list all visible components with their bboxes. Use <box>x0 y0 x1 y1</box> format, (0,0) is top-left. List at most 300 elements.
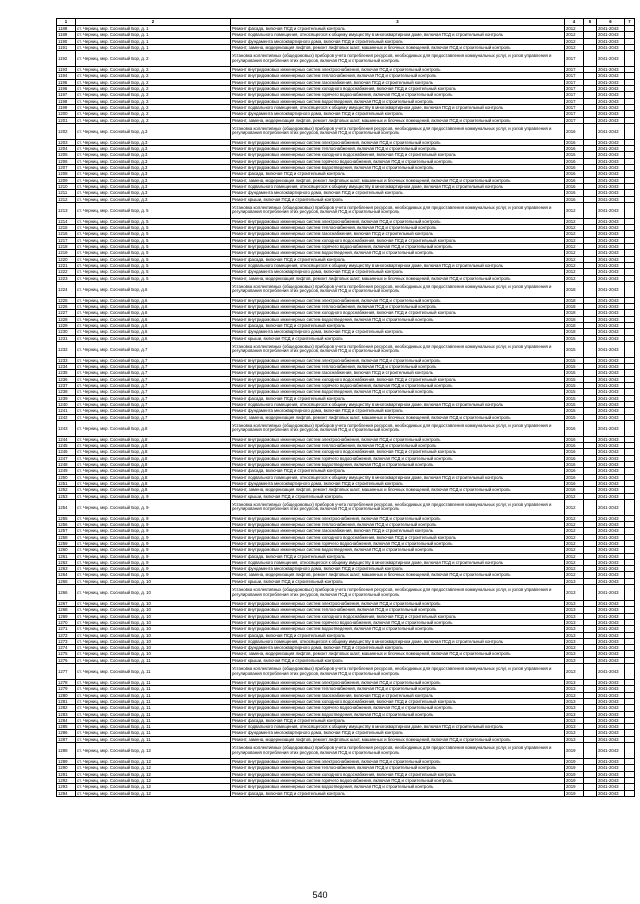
header-col-6: 6 <box>597 19 625 26</box>
row-number-cell: 1276 <box>57 657 76 663</box>
work-type-cell: Ремонт внутридомовых инженерных систем водоотведения, включая ПСД и строительный контроль <box>231 626 565 632</box>
work-type-cell: Ремонт внутридомовых инженерных систем водоотведения, включая ПСД и строительный контроль <box>231 389 565 395</box>
col-7-cell <box>625 664 635 680</box>
address-cell: ст. Черниц, мкр. Сосновый Бор, д. 10 <box>76 578 231 584</box>
row-number-cell: 1292 <box>57 777 76 783</box>
planned-year-cell: 2015 <box>565 341 584 357</box>
planned-year-cell: 2017 <box>565 92 584 98</box>
planned-year-cell: 2019 <box>565 743 584 759</box>
row-number-cell: 1223 <box>57 275 76 281</box>
row-number-cell: 1279 <box>57 686 76 692</box>
period-cell: 2041-2043 <box>597 664 625 680</box>
address-cell: ст. Черниц, мкр. Сосновый Бор, д. 2 <box>76 51 231 67</box>
address-cell: ст. Черниц, мкр. Сосновый Бор, д. 12 <box>76 777 231 783</box>
period-cell: 2041-2043 <box>597 218 625 224</box>
header-row <box>57 19 635 26</box>
planned-year-cell: 2019 <box>565 765 584 771</box>
work-type-cell: Ремонт внутридомовых инженерных систем холодного водоснабжения, включая ПСД и строительный контроль <box>231 698 565 704</box>
work-type-cell: Ремонт внутридомовых инженерных систем водоотведения, включая ПСД и строительный контроль <box>231 98 565 104</box>
address-cell: ст. Черниц, мкр. Сосновый Бор, д. 5 <box>76 275 231 281</box>
work-type-cell: Ремонт внутридомовых инженерных систем электроснабжения, включая ПСД и строительный контроль <box>231 67 565 73</box>
row-number-cell: 1222 <box>57 269 76 275</box>
work-type-cell: Ремонт внутридомовых инженерных систем горячего водоснабжения, включая ПСД и строительный контроль <box>231 383 565 389</box>
period-cell: 2041-2043 <box>597 329 625 335</box>
address-cell: ст. Черниц, мкр. Сосновый Бор, д. 12 <box>76 765 231 771</box>
row-number-cell: 1264 <box>57 572 76 578</box>
planned-year-cell: 2018 <box>565 281 584 297</box>
planned-year-cell: 2016 <box>565 487 584 493</box>
planned-year-cell: 2016 <box>565 449 584 455</box>
row-number-cell: 1234 <box>57 364 76 370</box>
planned-year-cell: 2012 <box>565 559 584 565</box>
period-cell: 2041-2043 <box>597 462 625 468</box>
table-row <box>57 202 635 218</box>
address-cell: ст. Черниц, мкр. Сосновый Бор, д. 11 <box>76 724 231 730</box>
table-row <box>57 420 635 436</box>
planned-year-cell: 2016 <box>565 443 584 449</box>
table-row <box>57 790 635 796</box>
period-cell: 2041-2043 <box>597 601 625 607</box>
planned-year-cell: 2013 <box>565 626 584 632</box>
planned-year-cell: 2016 <box>565 171 584 177</box>
period-cell: 2041-2043 <box>597 613 625 619</box>
work-type-cell: Установка коллективных (общедомовых) приборов учета потребления ресурсов, необходимых для предоставления коммунальных услуг, и узлов управления и регулирования потребления этих ресурсов, включая ПСД и строительный контроль <box>231 585 565 601</box>
work-type-cell: Ремонт фасада, включая ПСД и строительный контроль <box>231 790 565 796</box>
period-cell: 2041-2043 <box>597 183 625 189</box>
row-number-cell: 1240 <box>57 401 76 407</box>
period-cell: 2041-2043 <box>597 117 625 123</box>
address-cell: ст. Черниц, мкр. Сосновый Бор, д.6 <box>76 316 231 322</box>
planned-year-cell: 2016 <box>565 123 584 139</box>
row-number-cell: 1259 <box>57 541 76 547</box>
row-number-cell: 1212 <box>57 196 76 202</box>
planned-year-cell: 2013 <box>565 680 584 686</box>
row-number-cell: 1191 <box>57 44 76 50</box>
work-type-cell: Установка коллективных (общедомовых) приборов учета потребления ресурсов, необходимых для предоставления коммунальных услуг, и узлов управления и регулирования потребления этих ресурсов, включая ПСД и строительный контроль <box>231 499 565 515</box>
header-col-4: 4 <box>565 19 584 26</box>
period-cell: 2041-2043 <box>597 493 625 499</box>
period-cell: 2041-2043 <box>597 578 625 584</box>
table-row <box>57 51 635 67</box>
period-cell: 2041-2043 <box>597 414 625 420</box>
planned-year-cell: 2015 <box>565 376 584 382</box>
row-number-cell: 1257 <box>57 528 76 534</box>
address-cell: ст. Черниц, мкр. Сосновый Бор, д.7 <box>76 395 231 401</box>
period-cell: 2041-2043 <box>597 244 625 250</box>
work-type-cell: Ремонт внутридомовых инженерных систем горячего водоснабжения, включая ПСД и строительный контроль <box>231 777 565 783</box>
work-type-cell: Ремонт внутридомовых инженерных систем теплоснабжения, включая ПСД и строительный контроль <box>231 443 565 449</box>
col-7-cell <box>625 341 635 357</box>
planned-year-cell: 2016 <box>565 183 584 189</box>
address-cell: ст. Черниц, мкр. Сосновый Бор, д. 2 <box>76 98 231 104</box>
work-type-cell: Ремонт внутридомовых инженерных систем холодного водоснабжения, включая ПСД и строительный контроль <box>231 376 565 382</box>
planned-year-cell: 2015 <box>565 357 584 363</box>
period-cell: 2041-2043 <box>597 765 625 771</box>
address-cell: ст. Черниц, мкр. Сосновый Бор, д. 11 <box>76 717 231 723</box>
planned-year-cell: 2013 <box>565 717 584 723</box>
period-cell: 2041-2043 <box>597 389 625 395</box>
address-cell: ст. Черниц, мкр. Сосновый Бор, д. 12 <box>76 743 231 759</box>
col-5-cell <box>584 341 597 357</box>
period-cell: 2041-2043 <box>597 499 625 515</box>
row-number-cell: 1195 <box>57 79 76 85</box>
period-cell: 2041-2043 <box>597 262 625 268</box>
work-type-cell: Ремонт крыши, включая ПСД и строительный контроль <box>231 493 565 499</box>
address-cell: ст. Черниц, мкр. Сосновый Бор, д.7 <box>76 414 231 420</box>
work-type-cell: Ремонт внутридомовых инженерных систем электроснабжения, включая ПСД и строительный контроль <box>231 436 565 442</box>
row-number-cell: 1252 <box>57 487 76 493</box>
period-cell: 2041-2043 <box>597 626 625 632</box>
period-cell: 2041-2043 <box>597 711 625 717</box>
work-type-cell: Ремонт фундамента многоквартирного дома, включая ПСД и строительный контроль <box>231 408 565 414</box>
planned-year-cell: 2015 <box>565 389 584 395</box>
work-type-cell: Ремонт фасада, включая ПСД и строительный контроль <box>231 171 565 177</box>
planned-year-cell: 2012 <box>565 541 584 547</box>
period-cell: 2041-2043 <box>597 322 625 328</box>
period-cell: 2041-2043 <box>597 651 625 657</box>
planned-year-cell: 2016 <box>565 468 584 474</box>
planned-year-cell: 2019 <box>565 784 584 790</box>
address-cell: ст. Черниц, мкр. Сосновый Бор, д.7 <box>76 401 231 407</box>
planned-year-cell: 2012 <box>565 262 584 268</box>
col-5-cell <box>584 420 597 436</box>
work-type-cell: Ремонт внутридомовых инженерных систем теплоснабжения, включая ПСД и строительный контроль <box>231 304 565 310</box>
period-cell: 2041-2043 <box>597 38 625 44</box>
address-cell: ст. Черниц, мкр. Сосновый Бор, д.3 <box>76 152 231 158</box>
work-type-cell: Ремонт подвального помещения, относящегося к общему имуществу в многоквартирном доме, включая ПСД и строительный контроль <box>231 183 565 189</box>
work-type-cell: Ремонт внутридомовых инженерных систем электроснабжения, включая ПСД и строительный контроль <box>231 139 565 145</box>
col-5-cell <box>584 790 597 796</box>
period-cell: 2041-2043 <box>597 730 625 736</box>
work-type-cell: Установка коллективных (общедомовых) приборов учета потребления ресурсов, необходимых для предоставления коммунальных услуг, и узлов управления и регулирования потребления этих ресурсов, включая ПСД и строительный контроль <box>231 420 565 436</box>
period-cell: 2041-2043 <box>597 357 625 363</box>
address-cell: ст. Черниц, мкр. Сосновый Бор, д.3 <box>76 123 231 139</box>
address-cell: ст. Черниц, мкр. Сосновый Бор, д. 10 <box>76 607 231 613</box>
planned-year-cell: 2015 <box>565 370 584 376</box>
period-cell: 2041-2043 <box>597 177 625 183</box>
work-type-cell: Ремонт внутридомовых инженерных систем электроснабжения, включая ПСД и строительный контроль <box>231 515 565 521</box>
row-number-cell: 1247 <box>57 455 76 461</box>
row-number-cell: 1291 <box>57 771 76 777</box>
period-cell: 2041-2043 <box>597 717 625 723</box>
table-row <box>57 499 635 515</box>
row-number-cell: 1227 <box>57 310 76 316</box>
period-cell: 2041-2043 <box>597 541 625 547</box>
row-number-cell: 1202 <box>57 123 76 139</box>
work-type-cell: Ремонт фундамента многоквартирного дома, включая ПСД и строительный контроль <box>231 566 565 572</box>
period-cell: 2041-2043 <box>597 777 625 783</box>
row-number-cell: 1194 <box>57 73 76 79</box>
address-cell: ст. Черниц, мкр. Сосновый Бор, д.8 <box>76 420 231 436</box>
work-type-cell: Ремонт внутридомовых инженерных систем водоотведения, включая ПСД и строительный контроль <box>231 250 565 256</box>
planned-year-cell: 2013 <box>565 730 584 736</box>
period-cell: 2041-2043 <box>597 547 625 553</box>
row-number-cell: 1188 <box>57 26 76 32</box>
period-cell: 2041-2043 <box>597 784 625 790</box>
period-cell: 2041-2043 <box>597 364 625 370</box>
address-cell: ст. Черниц, мкр. Сосновый Бор, д. 9 <box>76 534 231 540</box>
planned-year-cell: 2012 <box>565 572 584 578</box>
work-type-cell: Ремонт внутридомовых инженерных систем теплоснабжения, включая ПСД и строительный контроль <box>231 765 565 771</box>
address-cell: ст. Черниц, мкр. Сосновый Бор, д.8 <box>76 487 231 493</box>
period-cell: 2041-2043 <box>597 202 625 218</box>
work-type-cell: Ремонт внутридомовых инженерных систем холодного водоснабжения, включая ПСД и строительный контроль <box>231 449 565 455</box>
row-number-cell: 1286 <box>57 730 76 736</box>
period-cell: 2041-2043 <box>597 724 625 730</box>
row-number-cell: 1218 <box>57 244 76 250</box>
row-number-cell: 1197 <box>57 92 76 98</box>
address-cell: ст. Черниц, мкр. Сосновый Бор, д. 12 <box>76 771 231 777</box>
program-table <box>56 18 635 797</box>
planned-year-cell: 2018 <box>565 304 584 310</box>
period-cell: 2041-2043 <box>597 139 625 145</box>
period-cell: 2041-2043 <box>597 146 625 152</box>
work-type-cell: Ремонт внутридомовых инженерных систем электроснабжения, включая ПСД и строительный контроль <box>231 297 565 303</box>
row-number-cell: 1287 <box>57 736 76 742</box>
planned-year-cell: 2017 <box>565 67 584 73</box>
planned-year-cell: 2017 <box>565 98 584 104</box>
address-cell: ст. Черниц, мкр. Сосновый Бор, д. 11 <box>76 680 231 686</box>
row-number-cell: 1289 <box>57 759 76 765</box>
period-cell: 2041-2043 <box>597 408 625 414</box>
row-number-cell: 1280 <box>57 692 76 698</box>
period-cell: 2041-2043 <box>597 281 625 297</box>
planned-year-cell: 2013 <box>565 657 584 663</box>
row-number-cell: 1285 <box>57 724 76 730</box>
address-cell: ст. Черниц, мкр. Сосновый Бор, д.7 <box>76 341 231 357</box>
row-number-cell: 1251 <box>57 480 76 486</box>
row-number-cell: 1235 <box>57 370 76 376</box>
period-cell: 2041-2043 <box>597 692 625 698</box>
period-cell: 2041-2043 <box>597 395 625 401</box>
address-cell: ст. Черниц, мкр. Сосновый Бор, д. 9 <box>76 553 231 559</box>
work-type-cell: Ремонт внутридомовых инженерных систем водоотведения, включая ПСД и строительный контроль <box>231 316 565 322</box>
planned-year-cell: 2013 <box>565 686 584 692</box>
period-cell: 2041-2043 <box>597 370 625 376</box>
work-type-cell: Ремонт, замена, модернизация лифтов, ремонт лифтовых шахт, машинных и блочных помещений, включая ПСД и строительный контроль <box>231 736 565 742</box>
address-cell: ст. Черниц, мкр. Сосновый Бор, д. 2 <box>76 117 231 123</box>
work-type-cell: Ремонт, замена, модернизация лифтов, ремонт лифтовых шахт, машинных и блочных помещений, включая ПСД и строительный контроль <box>231 275 565 281</box>
address-cell: ст. Черниц, мкр. Сосновый Бор, д.7 <box>76 376 231 382</box>
planned-year-cell: 2012 <box>565 256 584 262</box>
address-cell: ст. Черниц, мкр. Сосновый Бор, д.8 <box>76 436 231 442</box>
work-type-cell: Ремонт, замена, модернизация лифтов, ремонт лифтовых шахт, машинных и блочных помещений, включая ПСД и строительный контроль <box>231 44 565 50</box>
row-number-cell: 1260 <box>57 547 76 553</box>
row-number-cell: 1262 <box>57 559 76 565</box>
row-number-cell: 1277 <box>57 664 76 680</box>
col-5-cell <box>584 202 597 218</box>
period-cell: 2041-2043 <box>597 310 625 316</box>
address-cell: ст. Черниц, мкр. Сосновый Бор, д. 9 <box>76 499 231 515</box>
row-number-cell: 1250 <box>57 474 76 480</box>
address-cell: ст. Черниц, мкр. Сосновый Бор, д.7 <box>76 383 231 389</box>
address-cell: ст. Черниц, мкр. Сосновый Бор, д. 2 <box>76 92 231 98</box>
work-type-cell: Ремонт фасада, включая ПСД и строительный контроль <box>231 468 565 474</box>
period-cell: 2041-2043 <box>597 759 625 765</box>
period-cell: 2041-2043 <box>597 376 625 382</box>
planned-year-cell: 2012 <box>565 26 584 32</box>
row-number-cell: 1263 <box>57 566 76 572</box>
period-cell: 2041-2043 <box>597 79 625 85</box>
planned-year-cell: 2018 <box>565 316 584 322</box>
row-number-cell: 1232 <box>57 341 76 357</box>
work-type-cell: Ремонт крыши, включая ПСД и строительный контроль <box>231 335 565 341</box>
address-cell: ст. Черниц, мкр. Сосновый Бор, д. 1 <box>76 32 231 38</box>
period-cell: 2041-2043 <box>597 316 625 322</box>
row-number-cell: 1215 <box>57 225 76 231</box>
address-cell: ст. Черниц, мкр. Сосновый Бор, д. 10 <box>76 613 231 619</box>
work-type-cell: Ремонт внутридомовых инженерных систем газоснабжения, включая ПСД и строительный контроль <box>231 370 565 376</box>
planned-year-cell: 2018 <box>565 322 584 328</box>
row-number-cell: 1193 <box>57 67 76 73</box>
work-type-cell: Ремонт внутридомовых инженерных систем газоснабжения, включая ПСД и строительный контроль <box>231 528 565 534</box>
address-cell: ст. Черниц, мкр. Сосновый Бор, д. 2 <box>76 86 231 92</box>
row-number-cell: 1221 <box>57 262 76 268</box>
address-cell: ст. Черниц, мкр. Сосновый Бор, д.8 <box>76 449 231 455</box>
row-number-cell: 1283 <box>57 711 76 717</box>
row-number-cell: 1258 <box>57 534 76 540</box>
row-number-cell: 1266 <box>57 585 76 601</box>
row-number-cell: 1273 <box>57 638 76 644</box>
planned-year-cell: 2012 <box>565 493 584 499</box>
planned-year-cell: 2012 <box>565 237 584 243</box>
period-cell: 2041-2043 <box>597 436 625 442</box>
work-type-cell: Ремонт фасада, включая ПСД и строительный контроль <box>231 26 565 32</box>
work-type-cell: Ремонт фундамента многоквартирного дома, включая ПСД и строительный контроль <box>231 480 565 486</box>
period-cell: 2041-2043 <box>597 698 625 704</box>
address-cell: ст. Черниц, мкр. Сосновый Бор, д. 12 <box>76 759 231 765</box>
planned-year-cell: 2016 <box>565 158 584 164</box>
planned-year-cell: 2016 <box>565 420 584 436</box>
period-cell: 2041-2043 <box>597 92 625 98</box>
work-type-cell: Ремонт внутридомовых инженерных систем горячего водоснабжения, включая ПСД и строительный контроль <box>231 455 565 461</box>
work-type-cell: Ремонт подвального помещения, относящегося к общему имуществу в многоквартирном доме, включая ПСД и строительный контроль <box>231 401 565 407</box>
address-cell: ст. Черниц, мкр. Сосновый Бор, д.3 <box>76 139 231 145</box>
col-7-cell <box>625 202 635 218</box>
planned-year-cell: 2012 <box>565 566 584 572</box>
planned-year-cell: 2017 <box>565 117 584 123</box>
col-5-cell <box>584 499 597 515</box>
planned-year-cell: 2012 <box>565 218 584 224</box>
period-cell: 2041-2043 <box>597 341 625 357</box>
row-number-cell: 1281 <box>57 698 76 704</box>
planned-year-cell: 2013 <box>565 613 584 619</box>
period-cell: 2041-2043 <box>597 566 625 572</box>
row-number-cell: 1236 <box>57 376 76 382</box>
address-cell: ст. Черниц, мкр. Сосновый Бор, д. 2 <box>76 73 231 79</box>
work-type-cell: Ремонт подвального помещения, относящегося к общему имуществу в многоквартирном доме, включая ПСД и строительный контроль <box>231 262 565 268</box>
address-cell: ст. Черниц, мкр. Сосновый Бор, д.8 <box>76 474 231 480</box>
address-cell: ст. Черниц, мкр. Сосновый Бор, д. 9 <box>76 493 231 499</box>
header-col-3: 3 <box>231 19 565 26</box>
address-cell: ст. Черниц, мкр. Сосновый Бор, д.6 <box>76 304 231 310</box>
row-number-cell: 1198 <box>57 98 76 104</box>
address-cell: ст. Черниц, мкр. Сосновый Бор, д. 1 <box>76 38 231 44</box>
period-cell: 2041-2043 <box>597 383 625 389</box>
planned-year-cell: 2013 <box>565 638 584 644</box>
planned-year-cell: 2015 <box>565 395 584 401</box>
period-cell: 2041-2043 <box>597 165 625 171</box>
work-type-cell: Ремонт внутридомовых инженерных систем горячего водоснабжения, включая ПСД и строительный контроль <box>231 705 565 711</box>
work-type-cell: Установка коллективных (общедомовых) приборов учета потребления ресурсов, необходимых для предоставления коммунальных услуг, и узлов управления и регулирования потребления этих ресурсов, включая ПСД и строительный контроль <box>231 123 565 139</box>
col-7-cell <box>625 585 635 601</box>
work-type-cell: Ремонт внутридомовых инженерных систем холодного водоснабжения, включая ПСД и строительный контроль <box>231 310 565 316</box>
row-number-cell: 1244 <box>57 436 76 442</box>
work-type-cell: Ремонт внутридомовых инженерных систем газоснабжения, включая ПСД и строительный контроль <box>231 692 565 698</box>
period-cell: 2041-2043 <box>597 455 625 461</box>
planned-year-cell: 2013 <box>565 736 584 742</box>
row-number-cell: 1211 <box>57 190 76 196</box>
work-type-cell: Ремонт крыши, включая ПСД и строительный контроль <box>231 657 565 663</box>
row-number-cell: 1231 <box>57 335 76 341</box>
address-cell: ст. Черниц, мкр. Сосновый Бор, д. 12 <box>76 790 231 796</box>
address-cell: ст. Черниц, мкр. Сосновый Бор, д.3 <box>76 177 231 183</box>
header-col-2: 2 <box>76 19 231 26</box>
row-number-cell: 1288 <box>57 743 76 759</box>
period-cell: 2041-2043 <box>597 256 625 262</box>
work-type-cell: Ремонт, замена, модернизация лифтов, ремонт лифтовых шахт, машинных и блочных помещений, включая ПСД и строительный контроль <box>231 651 565 657</box>
planned-year-cell: 2012 <box>565 250 584 256</box>
planned-year-cell: 2017 <box>565 104 584 110</box>
work-type-cell: Ремонт фасада, включая ПСД и строительный контроль <box>231 322 565 328</box>
planned-year-cell: 2012 <box>565 269 584 275</box>
period-cell: 2041-2043 <box>597 480 625 486</box>
planned-year-cell: 2016 <box>565 480 584 486</box>
address-cell: ст. Черниц, мкр. Сосновый Бор, д.3 <box>76 183 231 189</box>
period-cell: 2041-2043 <box>597 304 625 310</box>
row-number-cell: 1267 <box>57 601 76 607</box>
address-cell: ст. Черниц, мкр. Сосновый Бор, д. 11 <box>76 730 231 736</box>
address-cell: ст. Черниц, мкр. Сосновый Бор, д. 9 <box>76 522 231 528</box>
work-type-cell: Ремонт внутридомовых инженерных систем газоснабжения, включая ПСД и строительный контроль <box>231 231 565 237</box>
period-cell: 2041-2043 <box>597 250 625 256</box>
planned-year-cell: 2013 <box>565 711 584 717</box>
row-number-cell: 1228 <box>57 316 76 322</box>
row-number-cell: 1239 <box>57 395 76 401</box>
address-cell: ст. Черниц, мкр. Сосновый Бор, д.7 <box>76 408 231 414</box>
planned-year-cell: 2012 <box>565 231 584 237</box>
period-cell: 2041-2043 <box>597 790 625 796</box>
period-cell: 2041-2043 <box>597 657 625 663</box>
work-type-cell: Ремонт внутридомовых инженерных систем горячего водоснабжения, включая ПСД и строительный контроль <box>231 158 565 164</box>
period-cell: 2041-2043 <box>597 705 625 711</box>
row-number-cell: 1200 <box>57 111 76 117</box>
period-cell: 2041-2043 <box>597 420 625 436</box>
work-type-cell: Установка коллективных (общедомовых) приборов учета потребления ресурсов, необходимых для предоставления коммунальных услуг, и узлов управления и регулирования потребления этих ресурсов, включая ПСД и строительный контроль <box>231 664 565 680</box>
row-number-cell: 1243 <box>57 420 76 436</box>
work-type-cell: Ремонт, замена, модернизация лифтов, ремонт лифтовых шахт, машинных и блочных помещений, включая ПСД и строительный контроль <box>231 572 565 578</box>
planned-year-cell: 2017 <box>565 111 584 117</box>
col-5-cell <box>584 51 597 67</box>
planned-year-cell: 2013 <box>565 724 584 730</box>
row-number-cell: 1256 <box>57 522 76 528</box>
work-type-cell: Ремонт внутридомовых инженерных систем электроснабжения, включая ПСД и строительный контроль <box>231 218 565 224</box>
address-cell: ст. Черниц, мкр. Сосновый Бор, д.3 <box>76 146 231 152</box>
work-type-cell: Ремонт фасада, включая ПСД и строительный контроль <box>231 553 565 559</box>
row-number-cell: 1196 <box>57 86 76 92</box>
row-number-cell: 1254 <box>57 499 76 515</box>
col-7-cell <box>625 420 635 436</box>
row-number-cell: 1229 <box>57 322 76 328</box>
period-cell: 2041-2043 <box>597 645 625 651</box>
planned-year-cell: 2018 <box>565 329 584 335</box>
planned-year-cell: 2016 <box>565 462 584 468</box>
work-type-cell: Ремонт внутридомовых инженерных систем водоотведения, включая ПСД и строительный контроль <box>231 784 565 790</box>
planned-year-cell: 2012 <box>565 528 584 534</box>
row-number-cell: 1225 <box>57 297 76 303</box>
address-cell: ст. Черниц, мкр. Сосновый Бор, д. 11 <box>76 657 231 663</box>
col-5-cell <box>584 585 597 601</box>
